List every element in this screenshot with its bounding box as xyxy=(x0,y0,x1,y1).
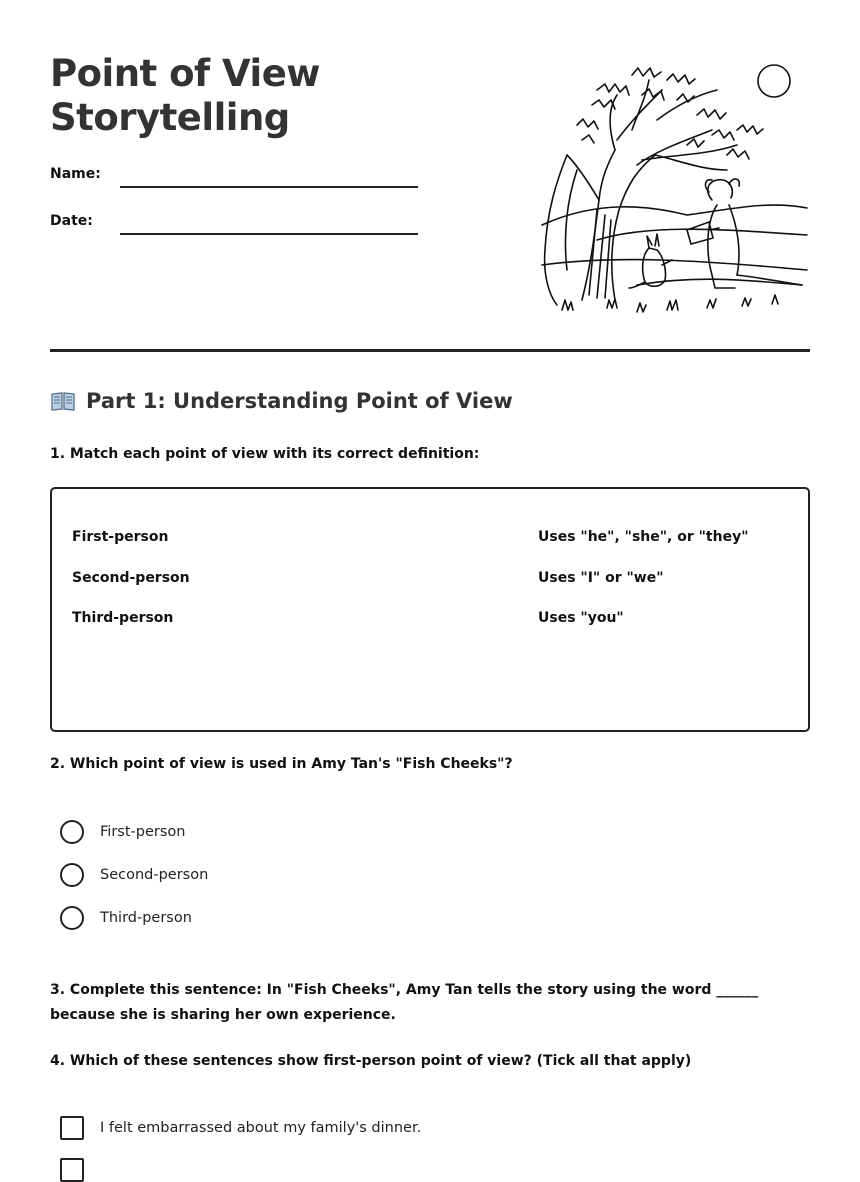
radio-button[interactable] xyxy=(60,820,84,844)
name-label: Name: xyxy=(50,166,101,182)
option-label: Third-person xyxy=(100,910,192,926)
title-line-2: Storytelling xyxy=(50,96,290,139)
part1-heading-text: Part 1: Understanding Point of View xyxy=(86,389,513,413)
open-book-icon xyxy=(50,390,76,412)
question-3: 3. Complete this sentence: In "Fish Cheeks", Amy Tan tells the story using the word ______ because she is sharing her own experience. xyxy=(50,982,759,1023)
date-field[interactable] xyxy=(120,233,418,235)
radio-button[interactable] xyxy=(60,906,84,930)
q2-option-second-person[interactable] xyxy=(60,863,208,887)
match-term-first-person[interactable]: First-person xyxy=(72,529,169,545)
match-definition-1[interactable]: Uses "he", "she", or "they" xyxy=(538,529,749,545)
name-field-row xyxy=(50,166,418,182)
question-2: 2. Which point of view is used in Amy Tan's "Fish Cheeks"? xyxy=(50,756,513,772)
name-field[interactable] xyxy=(120,186,418,188)
tree-kangaroo-illustration xyxy=(537,60,812,322)
question-1: 1. Match each point of view with its correct definition: xyxy=(50,446,480,462)
checkbox[interactable] xyxy=(60,1158,84,1182)
q4-option-1[interactable] xyxy=(60,1116,421,1140)
q2-option-first-person[interactable] xyxy=(60,820,185,844)
match-term-third-person[interactable]: Third-person xyxy=(72,610,174,626)
header-divider xyxy=(50,349,810,352)
date-label: Date: xyxy=(50,213,93,229)
option-label: First-person xyxy=(100,824,186,840)
match-definition-2[interactable]: Uses "I" or "we" xyxy=(538,570,664,586)
date-field-row xyxy=(50,213,418,229)
title-line-1: Point of View xyxy=(50,52,320,95)
option-label: Second-person xyxy=(100,867,209,883)
checkbox[interactable] xyxy=(60,1116,84,1140)
worksheet-title xyxy=(50,52,320,140)
q2-option-third-person[interactable] xyxy=(60,906,192,930)
option-label: I felt embarrassed about my family's dinner. xyxy=(100,1120,422,1136)
radio-button[interactable] xyxy=(60,863,84,887)
part1-heading xyxy=(50,389,513,413)
question-4: 4. Which of these sentences show first-person point of view? (Tick all that apply) xyxy=(50,1053,692,1069)
matching-box xyxy=(50,487,810,732)
match-definition-3[interactable]: Uses "you" xyxy=(538,610,624,626)
q4-option-2-partial[interactable] xyxy=(60,1158,100,1182)
match-term-second-person[interactable]: Second-person xyxy=(72,570,190,586)
